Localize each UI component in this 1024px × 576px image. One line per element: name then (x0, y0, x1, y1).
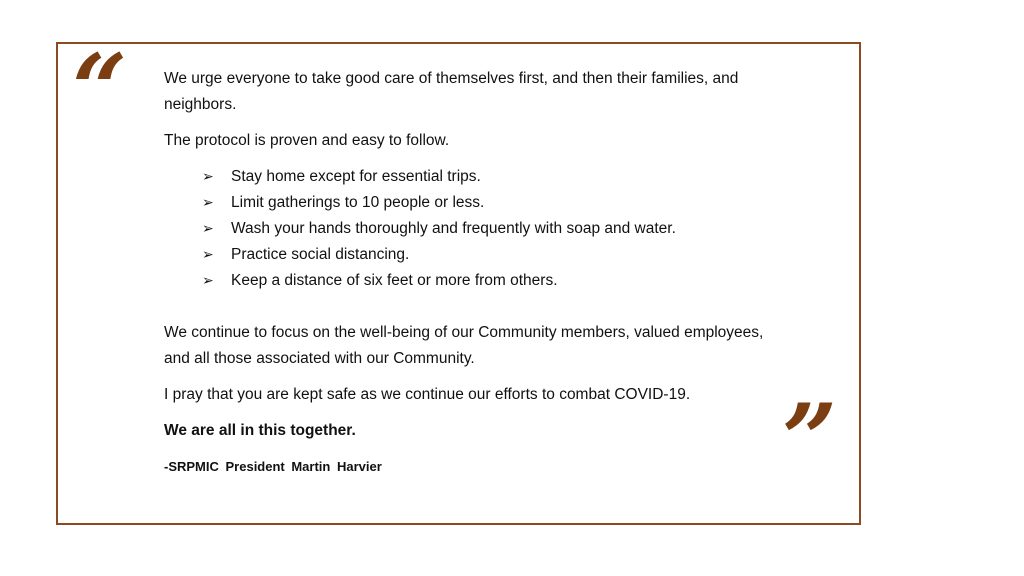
arrowhead-bullet-icon: ➢ (202, 273, 214, 289)
arrowhead-bullet-icon: ➢ (202, 221, 214, 237)
list-item (202, 242, 764, 268)
list-item (202, 216, 764, 242)
protocol-list (202, 164, 764, 294)
list-item (202, 268, 764, 294)
list-item-text: Practice social distancing. (231, 246, 410, 263)
list-item-text: Stay home except for essential trips. (231, 168, 481, 185)
quote-content (164, 66, 764, 490)
arrowhead-bullet-icon: ➢ (202, 247, 214, 263)
list-item-text: Wash your hands thoroughly and frequently with soap and water. (231, 220, 676, 237)
list-item (202, 190, 764, 216)
list-item (202, 164, 764, 190)
protocol-paragraph: The protocol is proven and easy to follow. (164, 132, 450, 149)
arrowhead-bullet-icon: ➢ (202, 195, 214, 211)
community-paragraph: We continue to focus on the well-being of our Community members, valued employees, and all those associated with our Community. (164, 324, 764, 367)
prayer-paragraph: I pray that you are kept safe as we continue our efforts to combat COVID-19. (164, 386, 691, 403)
close-quote-icon: ” (782, 383, 838, 496)
open-quote-icon: “ (72, 33, 128, 146)
intro-paragraph: We urge everyone to take good care of themselves first, and then their families, and neighbors. (164, 70, 739, 113)
together-paragraph: We are all in this together. (164, 422, 356, 439)
arrowhead-bullet-icon: ➢ (202, 169, 214, 185)
signature: -SRPMIC President Martin Harvier (164, 459, 382, 474)
list-item-text: Keep a distance of six feet or more from others. (231, 272, 558, 289)
list-item-text: Limit gatherings to 10 people or less. (231, 194, 485, 211)
